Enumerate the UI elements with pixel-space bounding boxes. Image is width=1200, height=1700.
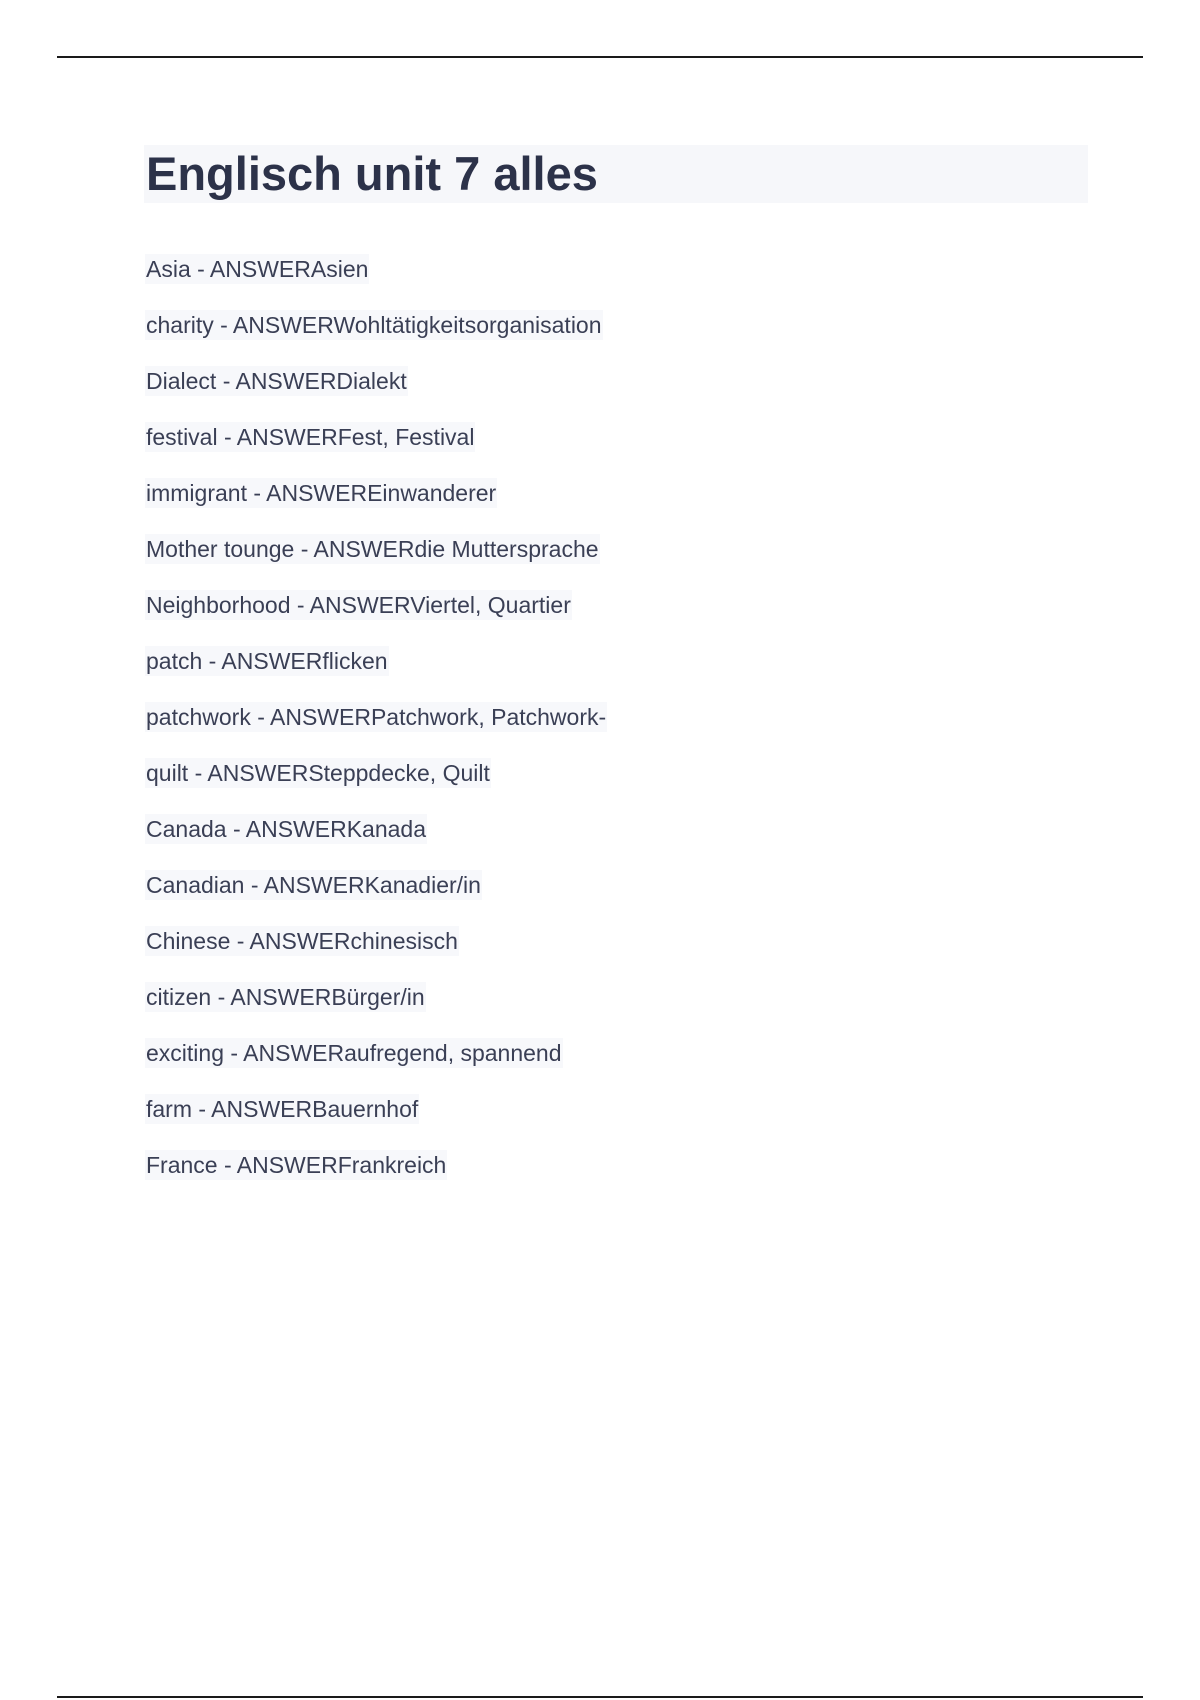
list-item	[145, 422, 607, 478]
list-item	[145, 1150, 607, 1206]
list-item	[145, 646, 607, 702]
list-item	[145, 254, 607, 310]
entry-text: quilt - ANSWERSteppdecke, Quilt	[146, 760, 490, 786]
list-item	[145, 310, 607, 366]
vocabulary-list	[145, 254, 607, 1206]
list-item	[145, 1038, 607, 1094]
bottom-divider	[57, 1696, 1143, 1698]
entry-text: Neighborhood - ANSWERViertel, Quartier	[146, 592, 571, 618]
entry-text: France - ANSWERFrankreich	[146, 1152, 447, 1178]
entry-text: citizen - ANSWERBürger/in	[146, 984, 425, 1010]
list-item	[145, 478, 607, 534]
entry-text: Canadian - ANSWERKanadier/in	[146, 872, 481, 898]
entry-text: patch - ANSWERflicken	[146, 648, 388, 674]
list-item	[145, 702, 607, 758]
list-item	[145, 1094, 607, 1150]
list-item	[145, 814, 607, 870]
entry-text: Chinese - ANSWERchinesisch	[146, 928, 458, 954]
entry-text: Mother tounge - ANSWERdie Muttersprache	[146, 536, 599, 562]
entry-text: exciting - ANSWERaufregend, spannend	[146, 1040, 562, 1066]
page-title: Englisch unit 7 alles	[146, 147, 598, 200]
list-item	[145, 926, 607, 982]
list-item	[145, 534, 607, 590]
top-divider	[57, 56, 1143, 58]
entry-text: Asia - ANSWERAsien	[146, 256, 369, 282]
list-item	[145, 590, 607, 646]
entry-text: immigrant - ANSWEREinwanderer	[146, 480, 497, 506]
entry-text: charity - ANSWERWohltätigkeitsorganisation	[146, 312, 602, 338]
title-block	[144, 145, 1088, 203]
entry-text: festival - ANSWERFest, Festival	[146, 424, 475, 450]
list-item	[145, 366, 607, 422]
list-item	[145, 758, 607, 814]
list-item	[145, 870, 607, 926]
entry-text: farm - ANSWERBauernhof	[146, 1096, 419, 1122]
entry-text: patchwork - ANSWERPatchwork, Patchwork-	[146, 704, 607, 730]
entry-text: Canada - ANSWERKanada	[146, 816, 426, 842]
list-item	[145, 982, 607, 1038]
entry-text: Dialect - ANSWERDialekt	[146, 368, 407, 394]
